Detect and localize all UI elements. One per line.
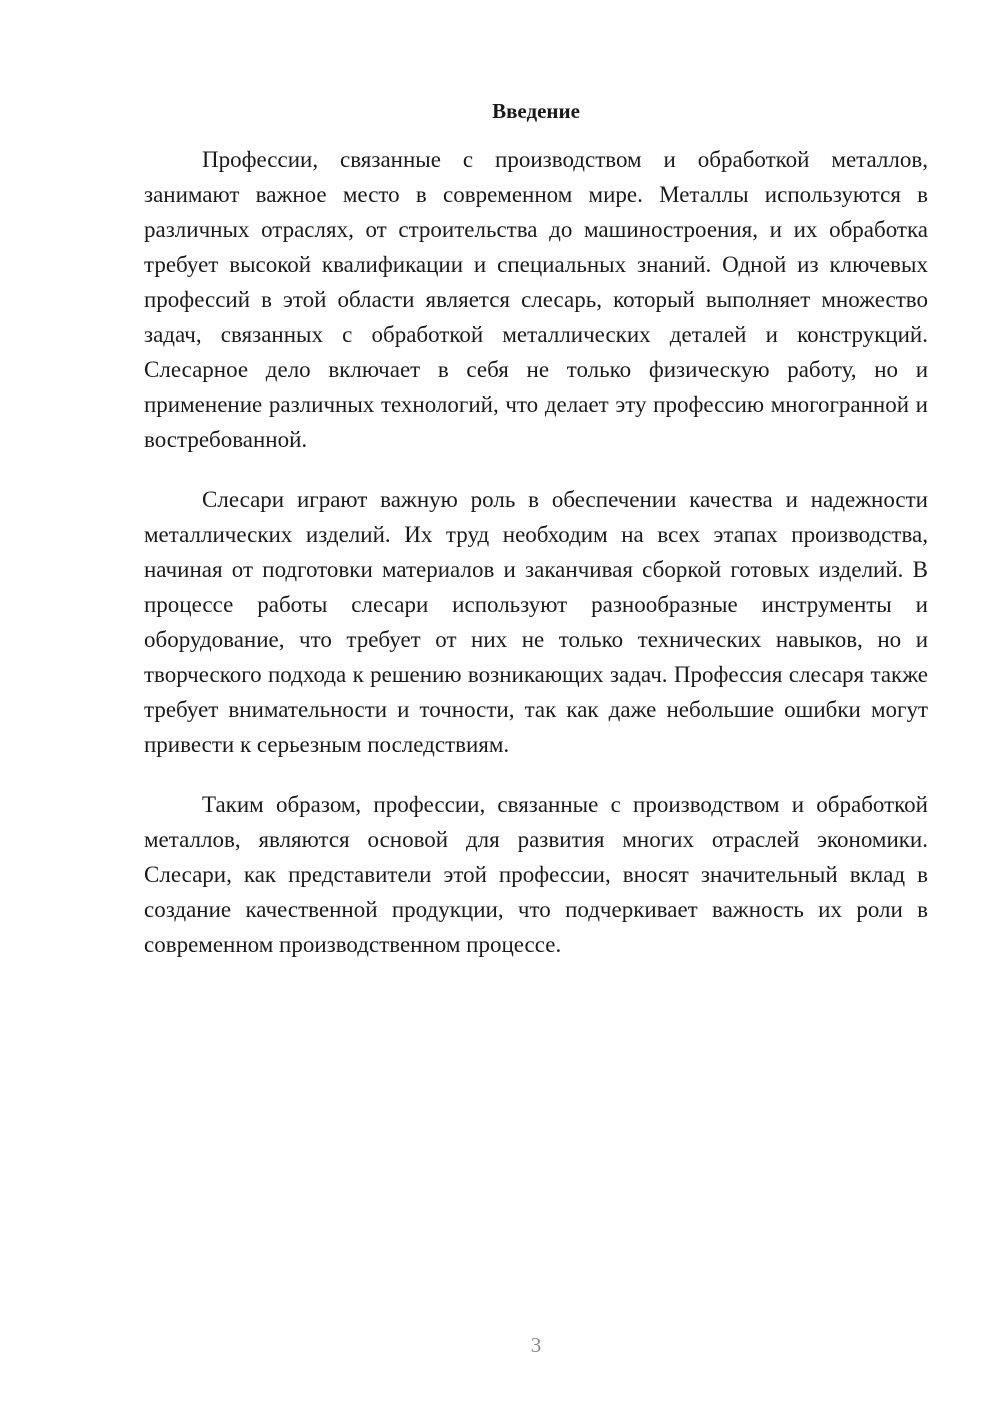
- section-title: Введение: [492, 99, 580, 123]
- page-number: 3: [530, 1333, 542, 1357]
- body-text: [144, 142, 928, 987]
- paragraph-3: Таким образом, профессии, связанные с производством и обработкой металлов, являются основой для развития многих отраслей экономики. Слесари, как представители этой профессии, вносят значительный вклад в создание качественной продукции, что подчеркивает важность их роли в современном производственном процессе.: [144, 792, 928, 957]
- paragraph-1: Профессии, связанные с производством и обработкой металлов, занимают важное место в современном мире. Металлы используются в различных отраслях, от строительства до машиностроения, и их обработка требует высокой квалификации и специальных знаний. Одной из ключевых профессий в этой области является слесарь, который выполняет множество задач, связанных с обработкой металлических деталей и конструкций. Слесарное дело включает в себя не только физическую работу, но и применение различных технологий, что делает эту профессию многогранной и востребованной.: [144, 147, 928, 452]
- paragraph-2: Слесари играют важную роль в обеспечении качества и надежности металлических изделий. Их труд необходим на всех этапах производства, начиная от подготовки материалов и заканчивая сборкой готовых изделий. В процессе работы слесари используют разнообразные инструменты и оборудование, что требует от них не только технических навыков, но и творческого подхода к решению возникающих задач. Профессия слесаря также требует внимательности и точности, так как даже небольшие ошибки могут привести к серьезным последствиям.: [144, 487, 928, 757]
